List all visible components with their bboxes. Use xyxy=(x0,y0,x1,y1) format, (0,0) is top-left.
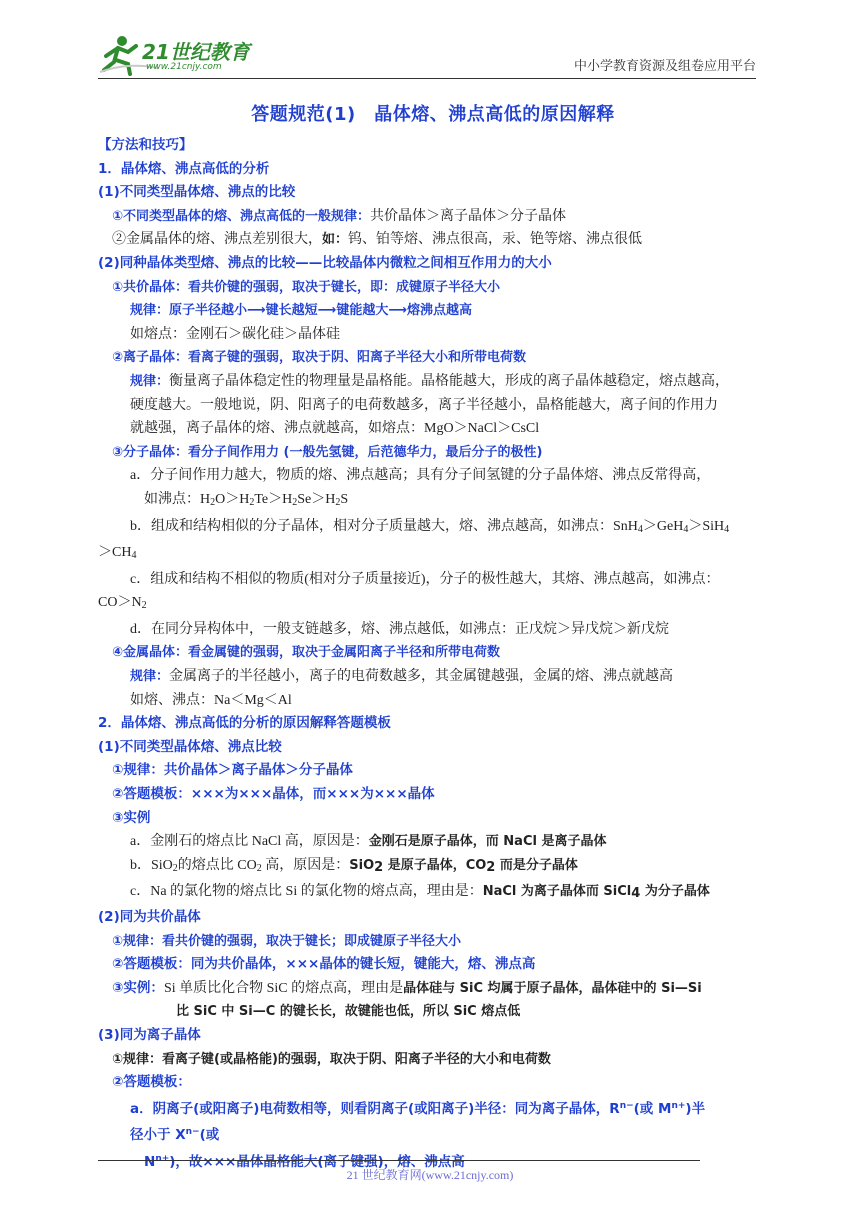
logo xyxy=(98,32,268,76)
template-2-example-2: 比 SiC 中 Si—C 的键长长，故键能也低，所以 SiC 熔点低 xyxy=(176,1004,521,1020)
page-title: 答题规范(1) 晶体熔、沸点高低的原因解释 xyxy=(251,104,615,125)
logo-url: www.21cnjy.com xyxy=(146,62,222,72)
document-body xyxy=(98,100,768,1175)
subsection-2-1-heading: (1)不同类型晶体熔、沸点比较 xyxy=(98,738,282,755)
template-2-example-1: ③实例：Si 单质比化合物 SiC 的熔点高，理由是晶体硅与 SiC 均属于原子晶体，晶体硅中的 Si—Si xyxy=(112,979,702,996)
ionic-rule-2: 硬度越大。一般地说，阴、阳离子的电荷数越多，离子半径越小，晶格能越大，离子间的作用力 xyxy=(130,397,718,413)
page-header xyxy=(98,32,756,79)
molecular-a-1: a．分子间作用力越大，物质的熔、沸点越高；具有分子间氢键的分子晶体熔、沸点反常得高， xyxy=(130,468,711,484)
page-footer: 21 世纪教育网(www.21cnjy.com) xyxy=(346,1168,514,1182)
template-3-answer: ②答题模板： xyxy=(112,1074,191,1091)
molecular-a-2: 如沸点：$H_2O>H_2Te>H_2Se>H_2S$ xyxy=(144,491,349,508)
section-1-heading: 1．晶体熔、沸点高低的分析 xyxy=(98,160,270,177)
metal-heading: ④金属晶体：看金属键的强弱，取决于金属阳离子半径和所带电荷数 xyxy=(112,645,501,661)
covalent-example: 如熔点：金刚石＞碳化硅＞晶体硅 xyxy=(130,326,340,342)
molecular-d: d．在同分异构体中，一般支链越多，熔、沸点越低，如沸点：正戊烷＞异戊烷＞新戊烷 xyxy=(130,621,669,637)
template-3-a-1: a．阴离子(或阳离子)电荷数相等，则看阴离子(或阳离子)半径：同为离子晶体，$R^{n-}$(或 $M^{n+}$)半 xyxy=(130,1100,706,1117)
subsection-1-2-heading: (2)同种晶体类型熔、沸点的比较——比较晶体内微粒之间相互作用力的大小 xyxy=(98,254,552,271)
template-1-examples: ③实例 xyxy=(112,809,151,826)
ionic-rule-1: 规律：衡量离子晶体稳定性的物理量是晶格能。晶格能越大，形成的离子晶体越稳定，熔点越高， xyxy=(130,373,730,389)
template-3-a-3: $N^{n+}$)，故×××晶体晶格能大(离子键强)，熔、沸点高 xyxy=(144,1153,465,1170)
subsection-2-3-heading: (3)同为离子晶体 xyxy=(98,1026,201,1043)
template-1-rule: ①规律：共价晶体＞离子晶体＞分子晶体 xyxy=(112,762,353,779)
template-2-rule: ①规律：看共价键的强弱，取决于键长；即成键原子半径大小 xyxy=(112,933,462,949)
ionic-rule-3: 就越强，离子晶体的熔、沸点就越高，如熔点：MgO＞NaCl＞CsCl xyxy=(130,421,540,437)
template-2-answer: ②答题模板：同为共价晶体，×××晶体的键长短，键能大，熔、沸点高 xyxy=(112,956,536,973)
rule-line-2: ②金属晶体的熔、沸点差别很大，如：钨、铂等熔、沸点很高，汞、铯等熔、沸点很低 xyxy=(112,232,643,248)
template-3-a-2: 径小于 $X^{n-}$(或 xyxy=(130,1127,220,1144)
logo-text: 21世纪教育 xyxy=(142,40,250,64)
metal-example: 如熔、沸点：Na＜Mg＜Al xyxy=(130,692,292,708)
metal-rule: 规律：金属离子的半径越小，离子的电荷数越多，其金属键越强，金属的熔、沸点就越高 xyxy=(130,669,674,685)
arrow-icon: ⟶ xyxy=(317,303,337,319)
molecular-heading: ③分子晶体：看分子间作用力 (一般先氢键，后范德华力，最后分子的极性) xyxy=(112,444,543,460)
example-a: a．金刚石的熔点比 NaCl 高，原因是：金刚石是原子晶体，而 NaCl 是离子晶体 xyxy=(130,834,607,850)
template-3-rule: ①规律：看离子键(或晶格能)的强弱，取决于阴、阳离子半径的大小和电荷数 xyxy=(112,1051,551,1067)
molecular-c-1: c．组成和结构不相似的物质(相对分子质量接近)，分子的极性越大，其熔、沸点越高，如沸点： xyxy=(130,571,720,587)
molecular-b-2: $>CH_4$ xyxy=(98,545,137,562)
section-2-heading: 2．晶体熔、沸点高低的分析的原因解释答题模板 xyxy=(98,715,391,732)
covalent-rule: 规律：原子半径越小⟶键长越短⟶键能越大⟶熔沸点越高 xyxy=(130,303,472,319)
covalent-heading: ①共价晶体：看共价键的强弱，取决于键长，即：成键原子半径大小 xyxy=(112,279,501,295)
subsection-2-2-heading: (2)同为共价晶体 xyxy=(98,909,201,925)
rule-line-1: ①不同类型晶体的熔、沸点高低的一般规律：共价晶体＞离子晶体＞分子晶体 xyxy=(112,208,567,224)
arrow-icon: ⟶ xyxy=(388,303,407,319)
footer-divider xyxy=(98,1160,700,1161)
example-b: b．SiO$_2$的熔点比 $CO_2$ 高，原因是：SiO$_2$ 是原子晶体，$CO_2$ 而是分子晶体 xyxy=(130,857,578,875)
molecular-b-1: b．组成和结构相似的分子晶体，相对分子质量越大，熔、沸点越高，如沸点：SnH$_4$＞GeH$_4$＞SiH$_4$ xyxy=(130,518,730,535)
platform-name: 中小学教育资源及组卷应用平台 xyxy=(573,58,756,73)
template-1-answer: ②答题模板：×××为×××晶体，而×××为×××晶体 xyxy=(112,786,435,803)
subsection-1-1-heading: (1)不同类型晶体熔、沸点的比较 xyxy=(98,184,296,201)
molecular-c-2: $CO>N_2$ xyxy=(98,595,147,612)
arrow-icon: ⟶ xyxy=(247,303,266,319)
example-c: c．Na 的氯化物的熔点比 Si 的氯化物的熔点高，理由是：NaCl 为离子晶体而 SiCl$_4$ 为分子晶体 xyxy=(130,884,710,902)
ionic-heading: ②离子晶体：看离子键的强弱，取决于阴、阳离子半径大小和所带电荷数 xyxy=(112,350,527,366)
method-heading: 【方法和技巧】 xyxy=(98,137,193,153)
